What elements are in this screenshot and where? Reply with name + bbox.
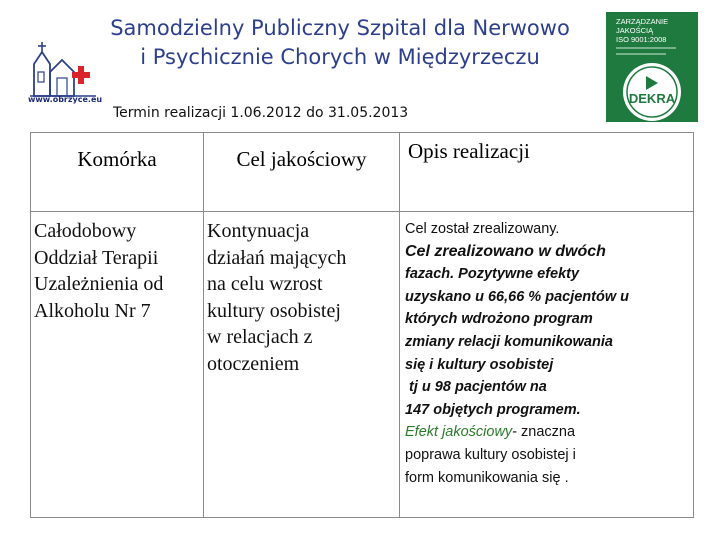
effect-label: Efekt jakościowy [405, 424, 513, 441]
dekra-certificate-logo [606, 12, 698, 122]
table-header-row [31, 133, 694, 212]
opis-status: Cel został zrealizowany. [405, 221, 560, 237]
cell-opis: Cel został zrealizowany. Cel zrealizowano w dwóch fazach. Pozytywne efekty uzyskano u 66,66 % pacjentów u których wdrożono program zmiany relacji komunikowania się i kultury osobistej tj u 98 pacjentów na 147 objętych programem. Efekt jakościowy- znaczna poprawa kultury osobistej i form komunikowania się . [400, 212, 694, 518]
quality-table [30, 132, 694, 518]
header-cel: Cel jakościowy [204, 133, 400, 212]
title-line-1: Samodzielny Publiczny Szpital dla Nerwowo [110, 16, 570, 40]
cell-komorka: Całodobowy Oddział Terapii Uzależnienia od Alkoholu Nr 7 [31, 212, 204, 518]
termin-realizacji: Termin realizacji 1.06.2012 do 31.05.2013 [113, 105, 409, 121]
header-komorka: Komórka [31, 133, 204, 212]
page-title [100, 14, 580, 72]
cert-line-2: JAKOŚCIĄ [616, 26, 654, 35]
logo-url: www.obrzyce.eu [28, 95, 103, 104]
cert-brand: DEKRA [628, 91, 676, 106]
title-line-2: i Psychicznie Chorych w Międzyrzeczu [140, 45, 540, 69]
table-row [31, 212, 694, 518]
effect-line: Efekt jakościowy- znaczna [405, 424, 576, 441]
cert-line-3: ISO 9001:2008 [616, 35, 667, 44]
cert-line-1: ZARZĄDZANIE [616, 17, 669, 26]
cell-cel: Kontynuacja działań mających na celu wzrost kultury osobistej w relacjach z otoczeniem [204, 212, 400, 518]
header-opis: Opis realizacji [400, 133, 694, 212]
